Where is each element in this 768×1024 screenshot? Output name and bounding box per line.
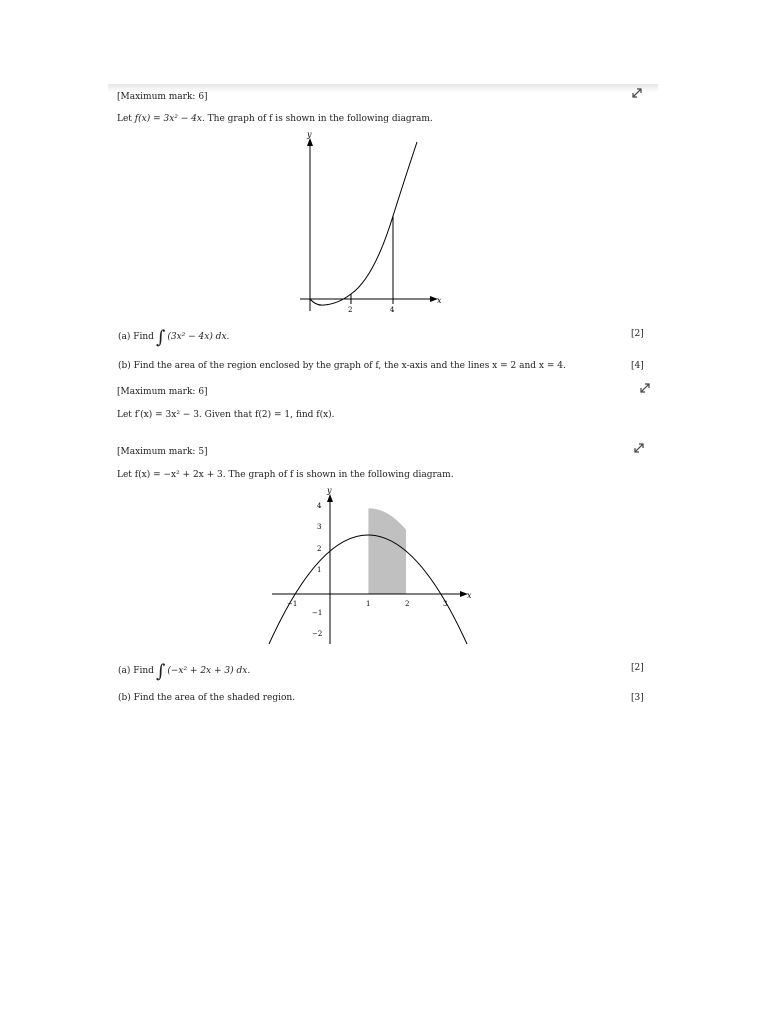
x-axis-label: x: [467, 591, 472, 600]
y-tick-label: 4: [317, 502, 322, 510]
x-tick-label: 3: [443, 600, 448, 608]
marks-a: [2]: [631, 663, 644, 673]
x-tick-label: 2: [348, 306, 353, 314]
y-tick-label: 2: [317, 545, 322, 553]
marks-b: [4]: [631, 361, 644, 371]
shaded-region: [368, 508, 406, 594]
x-axis-label: x: [437, 296, 442, 305]
x-tick-label: −1: [287, 600, 298, 608]
part-a-label: (a) Find: [118, 666, 154, 676]
x-tick-label: 1: [366, 600, 371, 608]
max-mark: [Maximum mark: 6]: [117, 92, 208, 102]
curve-f: [269, 535, 467, 644]
question-stem: Let f(x) = −x² + 2x + 3. The graph of f is shown in the following diagram.: [117, 470, 454, 480]
expand-arrows-icon[interactable]: [630, 86, 644, 100]
integrand: (3x² − 4x) dx.: [167, 332, 230, 342]
y-axis-arrow: [307, 138, 313, 146]
y-axis-arrow: [327, 494, 333, 502]
max-mark: [Maximum mark: 6]: [117, 387, 208, 397]
y-tick-label: −1: [312, 609, 323, 617]
y-axis-label: y: [307, 130, 312, 139]
stem-suffix: . The graph of f is shown in the following diagram.: [201, 114, 433, 124]
integral-sign: ∫: [155, 661, 166, 682]
part-a-label: (a) Find: [118, 332, 154, 342]
question-stem: Let f′(x) = 3x² − 3. Given that f(2) = 1, find f(x).: [117, 410, 335, 420]
function-expression: f(x) = 3x² − 4x: [134, 114, 202, 124]
part-b: (b) Find the area of the shaded region.: [118, 693, 296, 703]
integral-sign: ∫: [155, 327, 166, 348]
x-tick-label: 4: [390, 306, 395, 314]
max-mark: [Maximum mark: 5]: [117, 447, 208, 457]
part-a: [118, 327, 230, 348]
curve-f: [310, 142, 417, 305]
graph-cubic-parabola: [290, 128, 460, 318]
y-tick-label: 1: [317, 566, 322, 574]
y-tick-label: −2: [312, 630, 323, 638]
integrand: (−x² + 2x + 3) dx.: [167, 666, 251, 676]
graph-parabola: [264, 484, 476, 650]
part-b: (b) Find the area of the region enclosed by the graph of f, the x-axis and the lines x = 2 and x = 4.: [118, 361, 566, 371]
x-tick-label: 2: [405, 600, 410, 608]
y-tick-label: 3: [317, 523, 322, 531]
stem-prefix: Let: [117, 114, 135, 124]
part-a: [118, 661, 251, 682]
question-stem: [117, 113, 433, 125]
expand-arrows-icon[interactable]: [638, 381, 652, 395]
marks-b: [3]: [631, 693, 644, 703]
marks-a: [2]: [631, 329, 644, 339]
expand-arrows-icon[interactable]: [632, 441, 646, 455]
y-axis-label: y: [327, 486, 332, 495]
